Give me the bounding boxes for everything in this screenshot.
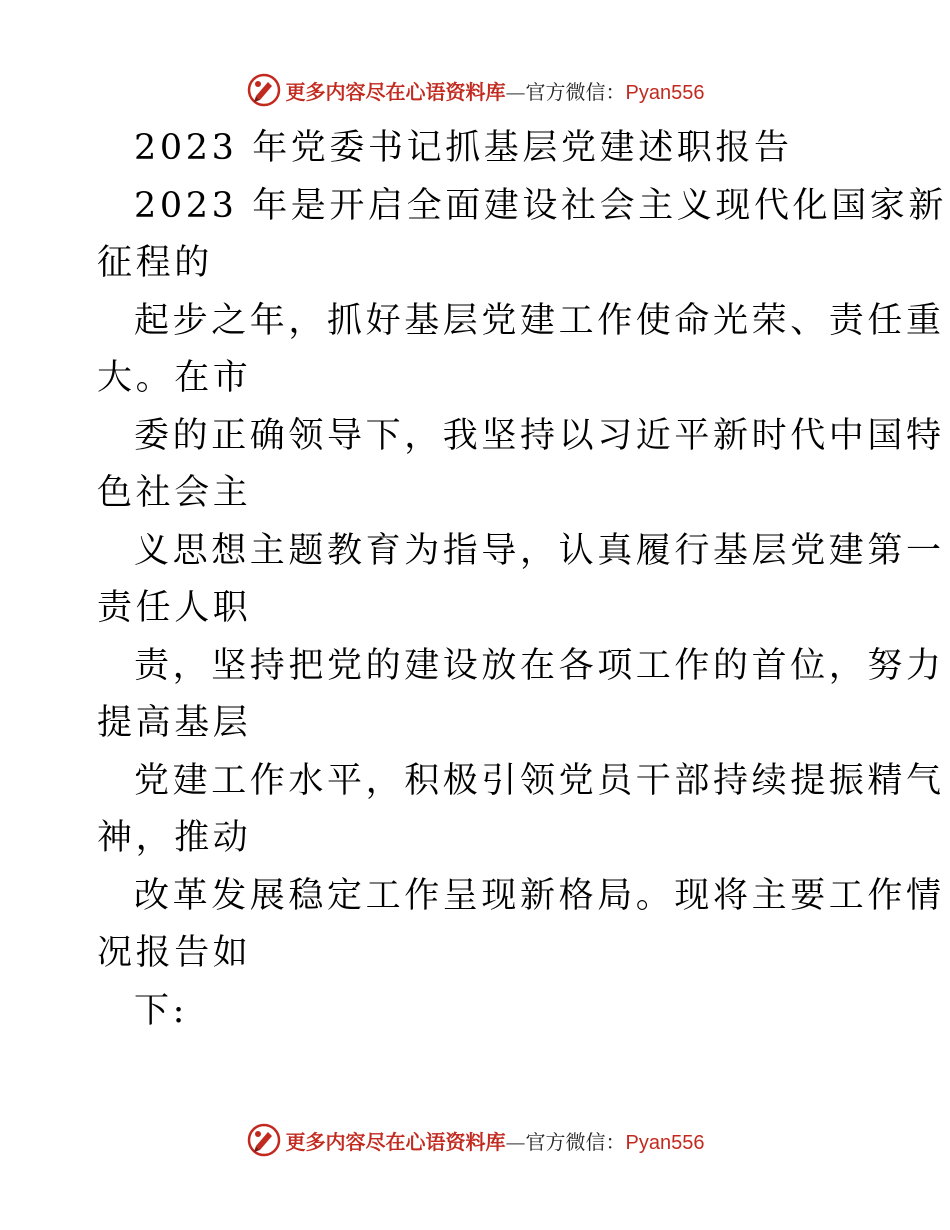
header-watermark: [0, 70, 950, 110]
paragraph-line: 色社会主: [97, 473, 252, 513]
watermark-separator: —: [505, 79, 526, 104]
watermark-text: [286, 1126, 705, 1155]
paragraph-line: 下:: [134, 990, 188, 1031]
paragraph-line: 大。在市: [97, 358, 252, 398]
watermark-label: 官方微信：: [525, 1129, 626, 1154]
paragraph-line: 2023 年是开启全面建设社会主义现代化国家新: [134, 185, 947, 226]
pen-logo-icon: [246, 72, 282, 108]
watermark-slogan: 更多内容尽在心语资料库: [285, 1129, 506, 1154]
watermark-label: 官方微信：: [525, 79, 626, 104]
watermark-slogan: 更多内容尽在心语资料库: [285, 79, 506, 104]
paragraph-line: 责任人职: [97, 588, 252, 628]
watermark-account: Pyan556: [625, 81, 705, 104]
paragraph-line: 改革发展稳定工作呈现新格局。现将主要工作情: [134, 875, 945, 916]
watermark-text: [286, 76, 705, 105]
paragraph-line: 神，推动: [97, 818, 252, 858]
watermark-separator: —: [505, 1129, 526, 1154]
paragraph-line: 义思想主题教育为指导，认真履行基层党建第一: [134, 530, 945, 571]
watermark-account: Pyan556: [625, 1131, 705, 1154]
paragraph-line: 况报告如: [97, 933, 252, 973]
paragraph-line: 征程的: [97, 243, 213, 283]
paragraph-line: 责，坚持把党的建设放在各项工作的首位，努力: [134, 645, 945, 686]
paragraph-line: 提高基层: [97, 703, 252, 743]
footer-watermark: [0, 1120, 950, 1160]
document-title: 2023 年党委书记抓基层党建述职报告: [134, 128, 793, 168]
pen-logo-icon: [246, 1122, 282, 1158]
paragraph-line: 起步之年，抓好基层党建工作使命光荣、责任重: [134, 300, 945, 341]
paragraph-line: 委的正确领导下，我坚持以习近平新时代中国特: [134, 415, 945, 456]
paragraph-line: 党建工作水平，积极引领党员干部持续提振精气: [134, 760, 945, 801]
